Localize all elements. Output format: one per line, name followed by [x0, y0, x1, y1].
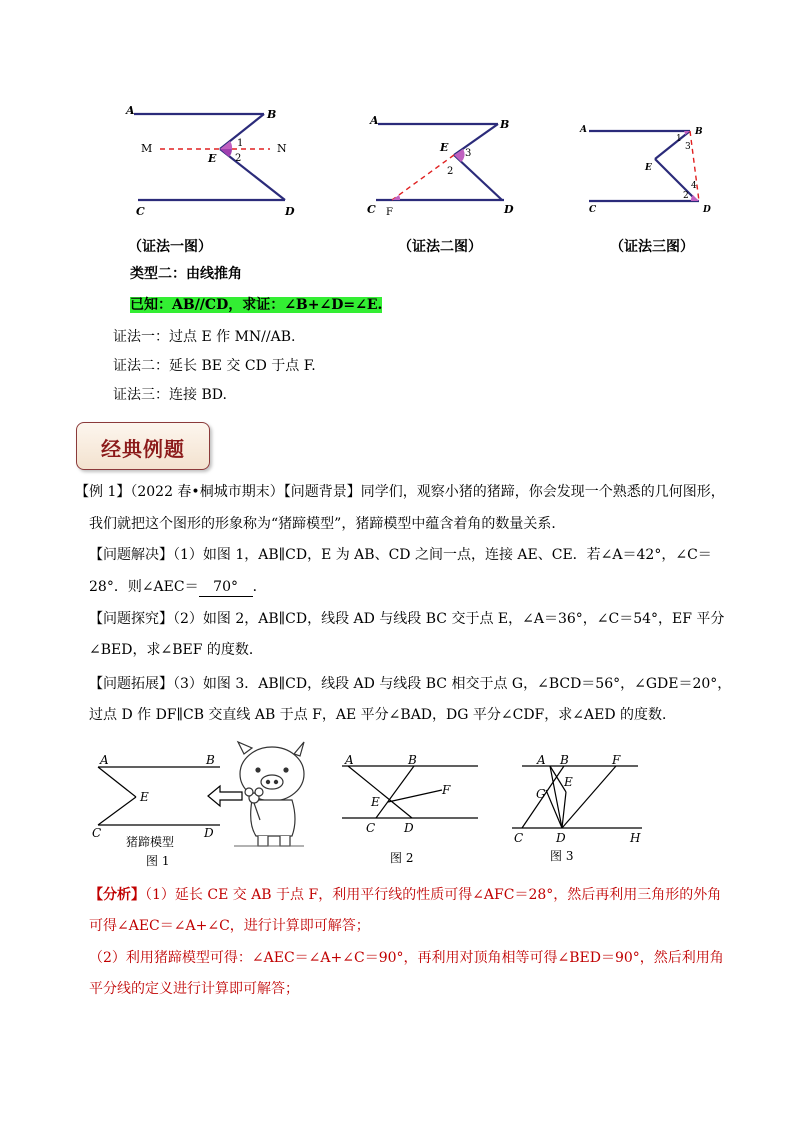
pig-illustration [200, 740, 315, 850]
fig3-label-D: D [703, 205, 711, 215]
mfig3-label-B: B [560, 753, 569, 767]
fig3-label-3: 3 [685, 142, 691, 152]
fig3-label-1: 1 [676, 134, 682, 144]
mfig2-label-F: F [442, 783, 451, 797]
fig1-label-D: D [285, 205, 295, 218]
fig2-label-3: 3 [465, 148, 472, 159]
given-statement [130, 295, 382, 315]
method-1: 证法一：过点 E 作 MN//AB. [113, 329, 296, 345]
problem-3-a: 【问题拓展】（3）如图 3．AB∥CD，线段 AD 与线段 BC 相交于点 G，∠BCD＝56°，∠GDE＝20°， [89, 676, 732, 692]
fig2-label-B: B [500, 118, 510, 131]
mfig3-label-D: D [556, 831, 566, 845]
section-title-box [76, 422, 210, 470]
problem-2-b: ∠BED，求∠BEF 的度数． [89, 642, 263, 658]
fig2-label-A: A [370, 114, 379, 127]
example-line-1: 【例 1】（2022 春•桐城市期末）【问题背景】同学们，观察小猪的猪蹄，你会发现一个熟悉的几何图形， [75, 484, 725, 500]
mfig1-label-A: A [100, 753, 109, 767]
mfig3-label-G: G [536, 787, 546, 801]
fig3-label-E: E [645, 163, 652, 173]
fig3-label-A: A [580, 125, 587, 135]
type-heading: 类型二：由线推角 [130, 266, 242, 282]
method-3: 证法三：连接 BD. [113, 387, 227, 403]
left-arrow-icon [208, 786, 242, 806]
analysis-line-4: 平分线的定义进行计算即可解答； [89, 981, 299, 997]
analysis-text-1: （1）延长 CE 交 AB 于点 F，利用平行线的性质可得∠AFC＝28°，然后再利用三角形的外角 [145, 887, 722, 903]
mid-figure-3 [508, 752, 658, 867]
mfig3-label-H: H [630, 831, 641, 845]
fig3-label-C: C [589, 205, 597, 215]
fig2-label-D: D [504, 203, 514, 216]
fig1-label-C: C [136, 205, 145, 218]
mfig1-label-D: D [204, 826, 214, 840]
mfig2-label-E: E [371, 795, 380, 809]
fig1-label-A: A [126, 104, 135, 117]
fig1-label-1: 1 [237, 138, 244, 149]
section-title: 经典例题 [101, 437, 185, 461]
problem-1-b [89, 577, 267, 597]
analysis-line-3: （2）利用猪蹄模型可得：∠AEC＝∠A+∠C＝90°，再利用对顶角相等可得∠BED＝90°，然后利用角 [89, 950, 724, 966]
mfig3-caption: 图 3 [550, 849, 574, 863]
fig3-label-2: 2 [683, 191, 689, 201]
method-2: 证法二：延长 BE 交 CD 于点 F. [113, 358, 316, 374]
fig1-label-B: B [267, 108, 277, 121]
problem-2-a: 【问题探究】（2）如图 2，AB∥CD，线段 AD 与线段 BC 交于点 E，∠A＝36°，∠C＝54°，EF 平分 [89, 611, 725, 627]
problem-1-end: ． [252, 579, 267, 595]
top-figure-1 [120, 100, 310, 225]
mfig1-caption: 图 1 [146, 854, 170, 868]
mfig2-label-D: D [404, 821, 414, 835]
fig2-label-E: E [440, 141, 449, 154]
problem-1-answer: 70° [199, 579, 253, 597]
analysis-line-1 [89, 885, 721, 905]
mid-figure-2 [338, 752, 483, 867]
problem-3-b: 过点 D 作 DF∥CB 交直线 AB 于点 F，AE 平分∠BAD，DG 平分∠CDF，求∠AED 的度数． [89, 707, 677, 723]
fig1-label-E: E [208, 152, 217, 165]
fig2-label-C: C [367, 203, 376, 216]
problem-1-b-text: 28°．则∠AEC＝ [89, 579, 199, 595]
top-figure-3 [575, 115, 725, 220]
mfig3-label-A: A [537, 753, 546, 767]
fig2-label-2: 2 [447, 166, 454, 177]
mfig1-model-label: 猪蹄模型 [126, 835, 175, 849]
mfig1-label-C: C [92, 826, 102, 840]
pig-icon [238, 742, 304, 846]
mfig2-caption: 图 2 [390, 851, 414, 865]
mfig1-label-B: B [206, 753, 215, 767]
analysis-label: 【分析】 [89, 887, 145, 903]
fig1-label-2: 2 [235, 153, 242, 164]
problem-1-a: 【问题解决】（1）如图 1，AB∥CD，E 为 AB、CD 之间一点，连接 AE、CE．若∠A＝42°，∠C＝ [89, 547, 712, 563]
mfig2-label-B: B [408, 753, 417, 767]
fig1-label-N: N [277, 142, 287, 155]
fig3-label-B: B [695, 127, 703, 137]
example-line-2: 我们就把这个图形的形象称为“猪蹄模型”，猪蹄模型中蕴含着角的数量关系． [89, 516, 566, 532]
fig1-label-M: M [141, 142, 153, 155]
mfig2-label-A: A [345, 753, 354, 767]
mfig3-label-E: E [564, 775, 573, 789]
mfig3-label-C: C [514, 831, 524, 845]
given-highlight: 已知：AB//CD，求证：∠B+∠D=∠E. [130, 297, 383, 313]
caption-method-2: （证法二图） [398, 239, 482, 255]
fig2-label-F: F [386, 207, 393, 218]
mfig1-label-E: E [140, 790, 149, 804]
fig3-label-4: 4 [691, 181, 697, 191]
mfig3-label-F: F [612, 753, 621, 767]
mfig2-label-C: C [366, 821, 376, 835]
analysis-line-2: 可得∠AEC＝∠A+∠C，进行计算即可解答； [89, 918, 370, 934]
caption-method-3: （证法三图） [610, 239, 694, 255]
top-figure-2 [362, 110, 522, 220]
caption-method-1: （证法一图） [128, 239, 212, 255]
